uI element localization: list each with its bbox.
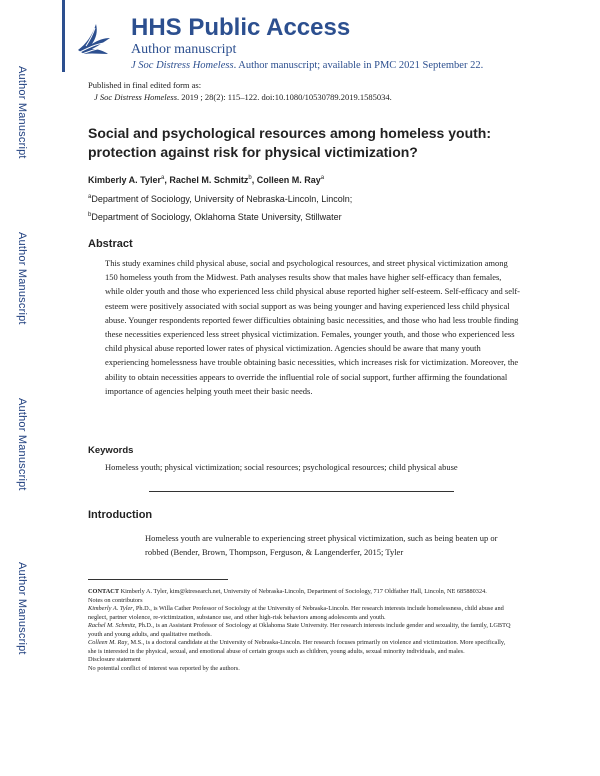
contributor-text: , Ph.D., is Willa Cather Professor of Sociology at the University of Nebraska-Lincoln. Her research interests include homelessness, child abuse and neglect, partner violence, re-victimization, substance use, and other high-risk behaviors among adolescents and youth. bbox=[88, 605, 504, 621]
side-label-author-manuscript: Author Manuscript bbox=[16, 232, 28, 325]
side-label-author-manuscript: Author Manuscript bbox=[16, 398, 28, 491]
contributor-note bbox=[88, 639, 512, 656]
header-citation bbox=[131, 60, 483, 71]
published-citation bbox=[94, 92, 392, 102]
contributor-note bbox=[88, 622, 512, 639]
introduction-heading: Introduction bbox=[88, 509, 153, 521]
contributor-text: , Ph.D., is an Assistant Professor of Sociology at Oklahoma State University. Her research interests include gender and sexuality, the family, LGBTQ youth and young adults, and qualitative methods. bbox=[88, 622, 511, 638]
header-citation-journal: J Soc Distress Homeless bbox=[131, 60, 234, 71]
header-title: HHS Public Access bbox=[131, 14, 351, 41]
published-label: Published in final edited form as: bbox=[88, 80, 202, 90]
footnote-divider bbox=[88, 579, 228, 580]
contact-text: Kimberly A. Tyler, kim@ktresearch.net, University of Nebraska-Lincoln, Department of Sociology, 717 Oldfather Hall, Lincoln, NE 685880324. bbox=[119, 588, 487, 595]
contributor-note bbox=[88, 605, 512, 622]
affiliation-mark: b bbox=[88, 212, 92, 218]
author-affil-mark: a bbox=[161, 175, 165, 181]
keywords-heading: Keywords bbox=[88, 445, 134, 456]
header-citation-rest: . Author manuscript; available in PMC 2021 September 22. bbox=[233, 60, 484, 71]
keywords-divider bbox=[149, 491, 454, 492]
introduction-text: Homeless youth are vulnerable to experiencing street physical victimization, such as being beaten up or robbed (Bender, Brown, Thompson, Ferguson, & Langenderfer, 2015; Tyler bbox=[145, 533, 498, 557]
header-subtitle: Author manuscript bbox=[131, 42, 237, 57]
contact-label: CONTACT bbox=[88, 588, 120, 595]
header-divider bbox=[62, 0, 65, 72]
contributor-name: Kimberly A. Tyler bbox=[88, 605, 133, 612]
affiliation-mark: a bbox=[88, 194, 92, 200]
affiliation bbox=[88, 212, 342, 222]
abstract-text: This study examines child physical abuse, social and psychological resources, and street physical victimization among 150 homeless youth from the Midwest. Path analyses results show that males have higher self-efficacy than females, while older youth and those who experienced less child physical abuse reported higher self-esteem. Self-efficacy and self-esteem were positively associated with social support as was being younger and having experienced less child physical abuse. Younger respondents reported fewer difficulties obtaining basic necessities, and those who had less trouble finding these necessities experienced less street physical victimization. Females, younger youth, and those who experienced less child physical abuse reported lower rates of physical victimization. Agencies should be aware that many youth experiencing homelessness have trouble obtaining basic necessities, which increases risk for victimization. Moreover, the ability to obtain necessities appears to override the influential role of social support, further affirming the foundational importance of agencies helping youth meet their basic needs. bbox=[105, 258, 521, 396]
side-label-author-manuscript: Author Manuscript bbox=[16, 66, 28, 159]
disclosure-text: No potential conflict of interest was reported by the authors. bbox=[88, 664, 240, 672]
contributor-text: , M.S., is a doctoral candidate at the University of Nebraska-Lincoln. Her research focuses primarily on violence and victimization. More specifically, she is interested in the physical, sexual, and emotional abuse of certain groups such as children, young adults, sexual minority individuals, and males. bbox=[88, 639, 506, 655]
abstract-heading: Abstract bbox=[88, 238, 133, 250]
author-name: Rachel M. Schmitz bbox=[169, 175, 249, 185]
author-name: Kimberly A. Tyler bbox=[88, 175, 162, 185]
affiliation-text: Department of Sociology, University of Nebraska-Lincoln, Lincoln; bbox=[91, 194, 353, 204]
affiliation bbox=[88, 194, 352, 204]
side-label-author-manuscript: Author Manuscript bbox=[16, 562, 28, 655]
contributor-name: Rachel M. Schmitz bbox=[88, 622, 136, 629]
hhs-logo-icon bbox=[70, 18, 114, 62]
keywords-text: Homeless youth; physical victimization; social resources; psychological resources; child physical abuse bbox=[105, 462, 458, 472]
notes-heading: Notes on contributors bbox=[88, 596, 143, 604]
author-affil-mark: b bbox=[248, 175, 252, 181]
published-journal: J Soc Distress Homeless bbox=[94, 92, 178, 102]
author-list: Kimberly A. Tyler$^a$, Rachel M. Schmitz$^b$, Colleen M. Ray$^a$ bbox=[88, 175, 325, 185]
published-details: . 2019 ; 28(2): 115–122. doi:10.1080/10530789.2019.1585034. bbox=[177, 92, 392, 102]
author-name: Colleen M. Ray bbox=[256, 175, 321, 185]
article-title: Social and psychological resources among homeless youth: protection against risk for physical victimization? bbox=[88, 125, 491, 160]
footnotes bbox=[88, 588, 512, 673]
contributor-name: Colleen M. Ray bbox=[88, 639, 128, 646]
affiliation-text: Department of Sociology, Oklahoma State University, Stillwater bbox=[91, 212, 342, 222]
footnote-contact bbox=[88, 588, 512, 597]
disclosure-heading: Disclosure statement bbox=[88, 656, 141, 663]
author-affil-mark: a bbox=[320, 175, 325, 181]
